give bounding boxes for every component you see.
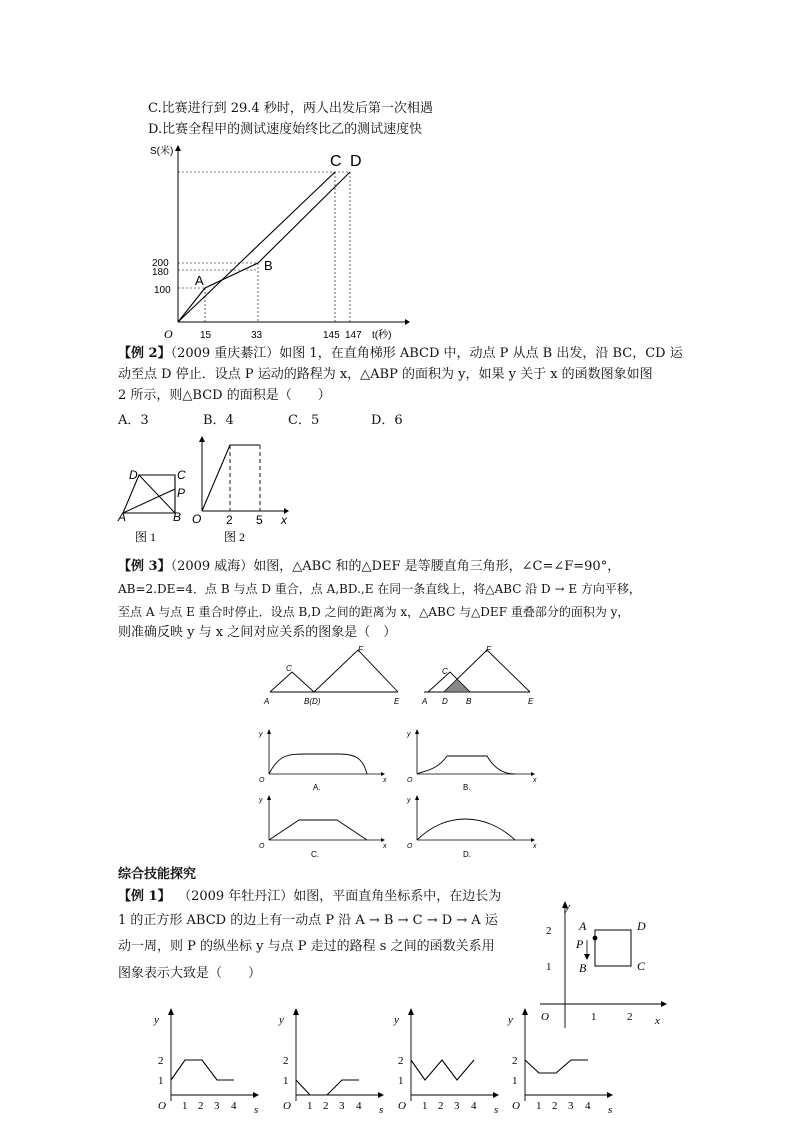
svg-text:O: O [512,1100,520,1112]
point-B: B [264,258,273,273]
svg-text:2: 2 [512,1055,518,1067]
svg-text:3: 3 [339,1100,345,1112]
tri2-label-B: B [466,697,472,706]
label-A: A [579,919,587,933]
example2-line1: 【例 2】（2009 重庆綦江）如图 1，在直角梯形 ABCD 中，动点 P 从点 B 出发，沿 BC，CD 运 [118,346,683,361]
svg-text:x: x [533,777,537,784]
tick-2: 2 [226,513,233,527]
svg-text:1: 1 [182,1100,188,1112]
triangles-figure [258,644,543,710]
tri2-label-E: E [528,697,534,706]
svg-text:1: 1 [283,1075,289,1087]
example2-line3: 2 所示，则△BCD 的面积是（ ） [118,388,331,403]
example1-line3: 动一周，则 P 的纵坐标 y 与点 P 走过的路程 s 之间的函数关系用 [118,939,495,954]
origin-label: O [192,512,202,526]
svg-text:x: x [655,1015,660,1027]
tri1-label-E: E [394,697,400,706]
origin-label: O [164,327,173,341]
svg-text:2: 2 [158,1055,164,1067]
svg-text:y: y [259,731,263,738]
example3-line2: AB=2.DE=4．点 B 与点 D 重合，点 A,BD.,E 在同一条直线上，将△ABC 沿 D → E 方向平移， [118,582,641,596]
svg-text:1: 1 [398,1075,404,1087]
svg-text:2: 2 [283,1055,289,1067]
svg-text:O: O [541,1011,549,1023]
svg-text:O: O [398,1100,406,1112]
tick-y-180: 180 [152,267,169,278]
label-B: B [173,510,182,524]
svg-text:1: 1 [546,961,552,973]
svg-text:y: y [154,1014,159,1026]
tick-y-100: 100 [154,285,171,296]
svg-text:s: s [608,1104,613,1116]
tick-x-147: 147 [345,330,362,341]
graph-option-C [258,795,387,859]
svg-text:2: 2 [546,925,552,937]
svg-text:x: x [383,843,387,850]
svg-text:y: y [565,901,570,913]
label-C: C [637,959,646,973]
x-axis-label: t(秒) [372,330,392,341]
svg-text:y: y [407,797,411,804]
point-D: D [350,153,362,170]
figure-2-caption: 图 2 [224,530,246,544]
label-C: C [177,468,186,482]
point-P-marker [593,936,598,941]
tick-y-200: 200 [152,258,169,269]
example2-option-d: D．6 [371,413,403,428]
tri1-label-BD: B(D) [304,697,321,706]
example2-option-c: C．5 [288,413,320,428]
trapezoid-figure-1 [115,435,195,547]
svg-text:4: 4 [471,1100,477,1112]
example1-graph-option-d [499,1005,629,1117]
example1-graph-option-b [270,1005,400,1117]
tri2-label-D: D [442,697,448,706]
svg-text:2: 2 [627,1011,633,1023]
label-P: P [576,937,584,951]
svg-text:1: 1 [591,1011,597,1023]
svg-text:x: x [383,777,387,784]
label-D: D [637,919,646,933]
example2-line2: 动至点 D 停止．设点 P 运动的路程为 x，△ABP 的面积为 y，如果 y 关于 x 的函数图象如图 [118,367,653,382]
label-A: A [118,510,127,524]
option-d-prev: D.比赛全程甲的测试速度始终比乙的测试速度快 [148,122,423,137]
tick-x-145: 145 [323,330,340,341]
tick-5: 5 [256,513,263,527]
example3-line1: 【例 3】（2009 威海）如图，△ABC 和的△DEF 是等腰直角三角形，∠C=∠F=90°， [118,559,621,574]
graph-option-B [406,729,537,792]
svg-text:y: y [259,797,263,804]
line-person-1 [178,172,335,322]
section-title: 综合技能探究 [118,867,197,882]
x-axis-label: x [281,513,287,527]
svg-text:s: s [494,1104,499,1116]
tri2-label-A: A [422,697,428,706]
svg-text:s: s [254,1104,259,1116]
svg-text:1: 1 [536,1100,542,1112]
graph-label-B: B. [463,783,471,792]
example2-option-a: A．3 [118,413,149,428]
function-graph-figure-2 [192,435,297,547]
race-distance-time-graph [150,142,410,342]
tick-x-15: 15 [200,330,212,341]
example2-option-b: B．4 [203,413,234,428]
svg-text:O: O [283,1100,291,1112]
svg-text:3: 3 [214,1100,220,1112]
example3-line4: 则准确反映 y 与 x 之间对应关系的图象是（ ） [118,625,397,640]
svg-text:4: 4 [356,1100,362,1112]
graph-option-A [258,729,387,792]
svg-text:y: y [407,731,411,738]
svg-text:1: 1 [307,1100,313,1112]
svg-text:O: O [259,777,265,784]
graph-label-D: D. [463,850,471,859]
example1-line4: 图象表示大致是（ ） [118,966,262,981]
svg-text:x: x [533,843,537,850]
svg-text:y: y [394,1014,399,1026]
svg-text:O: O [158,1100,166,1112]
example1-line2: 1 的正方形 ABCD 的边上有一动点 P 沿 A → B → C → D → A 运 [118,913,498,928]
svg-text:O: O [407,843,413,850]
svg-text:y: y [508,1014,513,1026]
graph-label-A: A. [313,783,321,792]
example1-graph-option-a [145,1005,275,1117]
label-B: B [579,961,587,975]
example1-graph-option-c [385,1005,515,1117]
example1-line1: 【例 1】 （2009 年牡丹江）如图，平面直角坐标系中，在边长为 [118,889,502,904]
svg-text:3: 3 [454,1100,460,1112]
svg-text:s: s [379,1104,384,1116]
graph-option-D [406,795,537,859]
tri1-label-F: F [358,645,363,654]
figure-1-caption: 图 1 [135,530,157,544]
svg-text:y: y [279,1014,284,1026]
label-P: P [177,486,186,500]
svg-text:O: O [259,843,265,850]
tri2-label-C: C [442,667,448,676]
overlap-region [444,679,470,692]
svg-text:3: 3 [568,1100,574,1112]
graph-label-C: C. [311,850,319,859]
svg-text:1: 1 [158,1075,164,1087]
svg-text:1: 1 [512,1075,518,1087]
option-c-prev: C.比赛进行到 29.4 秒时，两人出发后第一次相遇 [148,101,433,116]
line-person-2 [178,172,350,322]
svg-text:2: 2 [323,1100,329,1112]
svg-text:O: O [407,777,413,784]
tri1-label-A: A [264,697,270,706]
svg-text:2: 2 [398,1055,404,1067]
point-A: A [195,273,204,288]
tick-x-33: 33 [251,330,263,341]
y-axis-label: S(米) [150,146,174,157]
point-C: C [330,153,342,170]
tri2-label-F: F [486,645,491,654]
svg-text:2: 2 [552,1100,558,1112]
svg-text:4: 4 [231,1100,237,1112]
example3-line3: 至点 A 与点 E 重合时停止．设点 B,D 之间的距离为 x，△ABC 与△DEF 重叠部分的面积为 y， [118,605,630,619]
example3-answer-graphs [255,722,545,862]
label-D: D [129,468,138,482]
tri1-label-C: C [286,664,292,673]
svg-text:4: 4 [585,1100,591,1112]
svg-text:1: 1 [422,1100,428,1112]
svg-text:2: 2 [438,1100,444,1112]
svg-text:2: 2 [198,1100,204,1112]
